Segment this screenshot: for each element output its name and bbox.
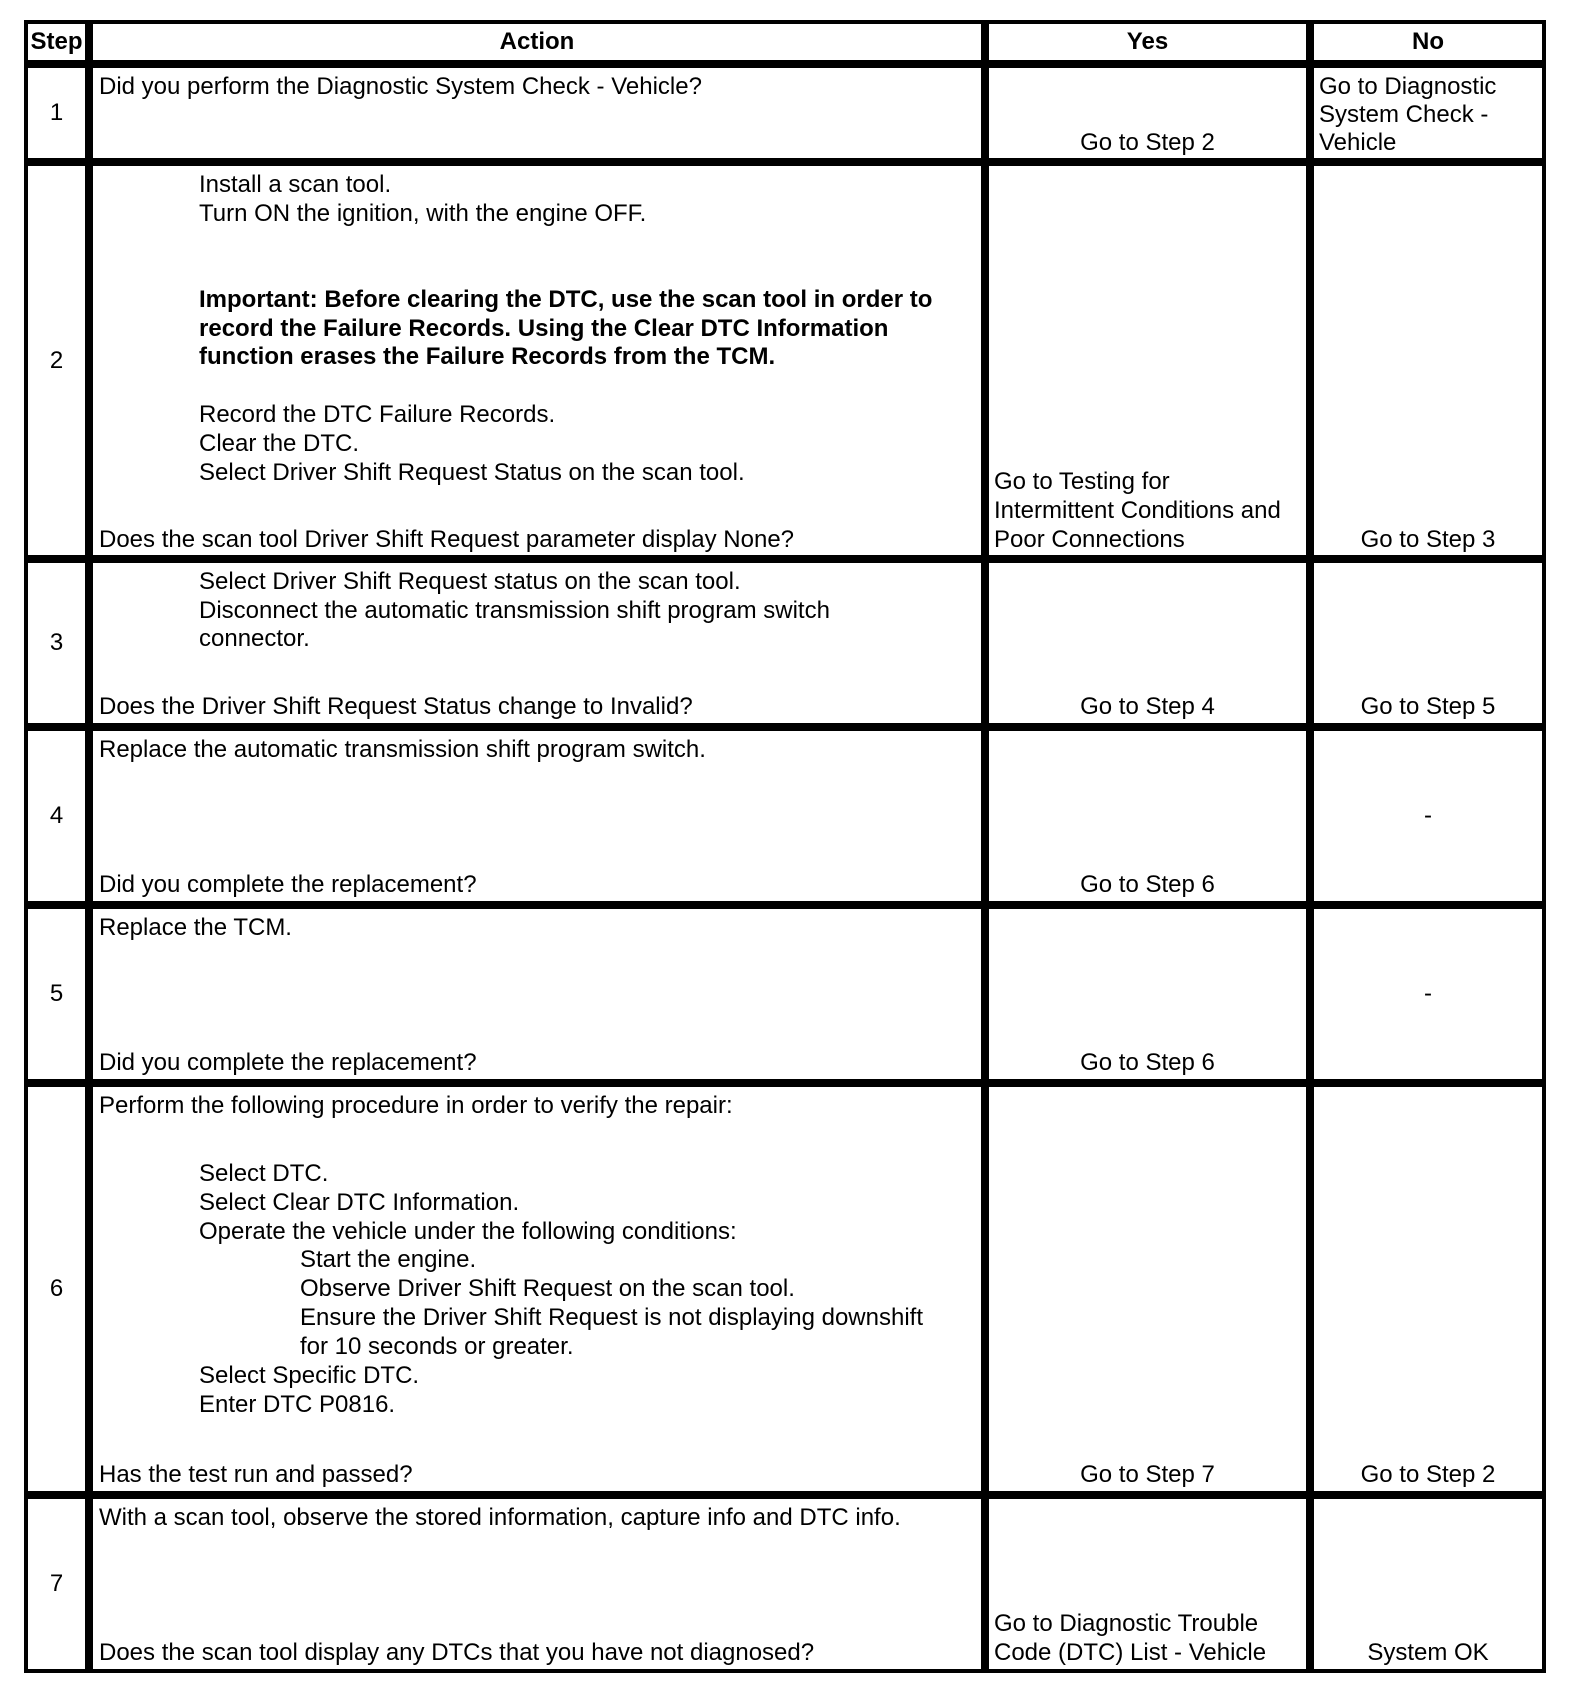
list-item: Record the DTC Failure Records. — [199, 401, 556, 428]
step-number: 7 — [24, 1495, 89, 1673]
list-item: Clear the DTC. — [199, 430, 360, 457]
no-cell — [1310, 1083, 1546, 1495]
step-number: 1 — [24, 64, 89, 162]
action-question: Has the test run and passed? — [99, 1461, 413, 1488]
sublist-item: Start the engine. — [300, 1246, 477, 1273]
action-question: Did you complete the replacement? — [99, 1049, 477, 1076]
list-item: Disconnect the automatic transmission shift program switch — [199, 597, 830, 624]
yes-cell — [985, 1495, 1310, 1673]
sublist-item: Ensure the Driver Shift Request is not displaying downshift — [300, 1304, 923, 1331]
list-item: Select Driver Shift Request status on the scan tool. — [199, 568, 741, 595]
yes-cell — [985, 1083, 1310, 1495]
list-item: Select Driver Shift Request Status on the scan tool. — [199, 459, 745, 486]
yes-text: Go to Step 6 — [1080, 1049, 1215, 1076]
list-item: Enter DTC P0816. — [199, 1391, 396, 1418]
yes-text-line: Intermittent Conditions and — [994, 497, 1281, 524]
list-item: Select DTC. — [199, 1160, 329, 1187]
yes-text-line: Code (DTC) List - Vehicle — [994, 1639, 1267, 1666]
header-step: Step — [24, 20, 89, 64]
no-text: Go to Step 3 — [1360, 526, 1496, 553]
action-cell — [89, 905, 985, 1083]
no-cell: - — [1310, 727, 1546, 905]
no-text-line: Go to Diagnostic — [1319, 73, 1497, 100]
sublist-item: Observe Driver Shift Request on the scan tool. — [300, 1275, 795, 1302]
yes-text-line: Go to Testing for — [994, 468, 1170, 495]
yes-cell — [985, 559, 1310, 727]
step-number: 2 — [24, 162, 89, 559]
action-cell — [89, 727, 985, 905]
no-cell — [1310, 1495, 1546, 1673]
action-cell — [89, 64, 985, 162]
list-item: connector. — [199, 625, 310, 652]
important-note-line: record the Failure Records. Using the Clear DTC Information — [199, 315, 889, 342]
list-item: Operate the vehicle under the following conditions: — [199, 1218, 737, 1245]
header-action: Action — [89, 20, 985, 64]
list-item: Install a scan tool. — [199, 171, 392, 198]
action-text: Replace the TCM. — [99, 914, 292, 941]
yes-cell — [985, 905, 1310, 1083]
action-text: Replace the automatic transmission shift program switch. — [99, 736, 706, 763]
yes-text: Go to Step 7 — [1080, 1461, 1215, 1488]
important-note-line: Important: Before clearing the DTC, use the scan tool in order to — [199, 286, 933, 313]
yes-cell — [985, 727, 1310, 905]
yes-text: Go to Step 6 — [1080, 871, 1215, 898]
step-number: 4 — [24, 727, 89, 905]
action-text: Did you perform the Diagnostic System Check - Vehicle? — [99, 73, 702, 100]
no-text: Go to Step 2 — [1360, 1461, 1496, 1488]
no-cell — [1310, 64, 1546, 162]
no-cell — [1310, 559, 1546, 727]
yes-text-line: Poor Connections — [994, 526, 1185, 553]
sublist-item: for 10 seconds or greater. — [300, 1333, 574, 1360]
action-question: Does the Driver Shift Request Status change to Invalid? — [99, 693, 693, 720]
important-note-line: function erases the Failure Records from the TCM. — [199, 343, 776, 370]
action-cell — [89, 1083, 985, 1495]
action-cell — [89, 559, 985, 727]
action-cell — [89, 162, 985, 559]
yes-text: Go to Step 2 — [1080, 129, 1215, 156]
step-number: 5 — [24, 905, 89, 1083]
yes-cell — [985, 162, 1310, 559]
action-question: Does the scan tool display any DTCs that you have not diagnosed? — [99, 1639, 815, 1666]
list-item: Select Clear DTC Information. — [199, 1189, 520, 1216]
action-question: Did you complete the replacement? — [99, 871, 477, 898]
yes-text-line: Go to Diagnostic Trouble — [994, 1610, 1259, 1637]
no-text: System OK — [1367, 1639, 1489, 1666]
no-text: Go to Step 5 — [1360, 693, 1496, 720]
action-question: Does the scan tool Driver Shift Request parameter display None? — [99, 526, 795, 553]
action-cell — [89, 1495, 985, 1673]
no-text-line: System Check - — [1319, 101, 1489, 128]
step-number: 3 — [24, 559, 89, 727]
no-text-line: Vehicle — [1319, 129, 1397, 156]
step-number: 6 — [24, 1083, 89, 1495]
no-cell: - — [1310, 905, 1546, 1083]
yes-text: Go to Step 4 — [1080, 693, 1215, 720]
no-cell — [1310, 162, 1546, 559]
list-item: Turn ON the ignition, with the engine OFF. — [199, 200, 647, 227]
header-no: No — [1310, 20, 1546, 64]
action-text: Perform the following procedure in order to verify the repair: — [99, 1092, 733, 1119]
header-yes: Yes — [985, 20, 1310, 64]
yes-cell — [985, 64, 1310, 162]
action-text: With a scan tool, observe the stored information, capture info and DTC info. — [99, 1504, 901, 1531]
list-item: Select Specific DTC. — [199, 1362, 420, 1389]
